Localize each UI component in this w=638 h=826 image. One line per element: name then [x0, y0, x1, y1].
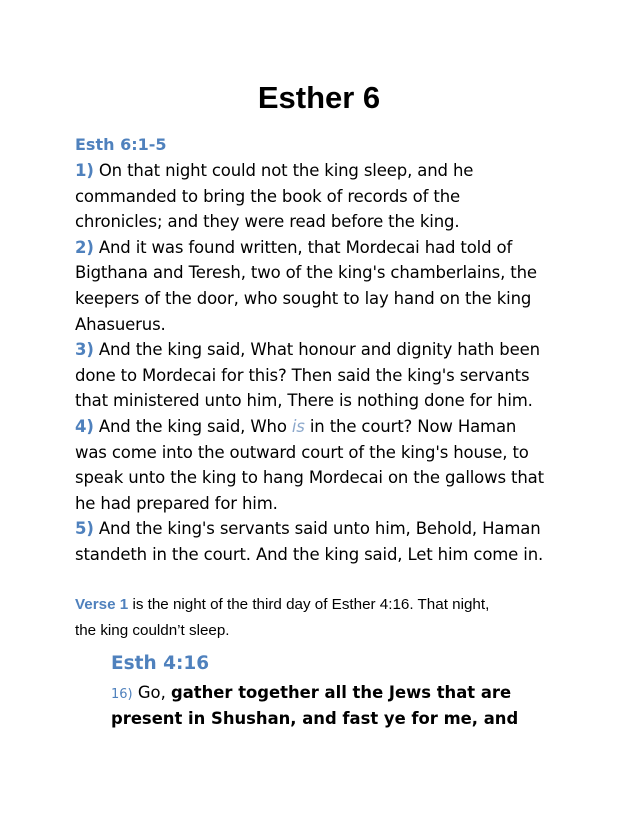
verse-number: 2) — [75, 237, 94, 257]
passage-reference: Esth 6:1-5 — [75, 135, 167, 154]
verse-3-line-3: that ministered unto him, There is nothing done for him. — [75, 391, 533, 411]
page-title: Esther 6 — [257, 80, 381, 115]
verse-1-line-2: commanded to bring the book of records of the — [75, 186, 461, 206]
verse-text: in the court? Now Haman — [304, 416, 517, 436]
verse-label: Verse 1 — [75, 596, 129, 613]
verse-text: And the king's servants said unto him, Behold, Haman — [98, 519, 541, 539]
commentary-line-1 — [75, 592, 575, 618]
verse-text: And it was found written, that Mordecai had told of — [98, 237, 513, 257]
cross-reference-title: Esth 4:16 — [111, 653, 210, 674]
verse-2-line-3: keepers of the door, who sought to lay hand on the king — [75, 288, 532, 308]
commentary-text: is the night of the third day of Esther 4:16. That night, — [128, 596, 490, 613]
verse-text: And the king said, Who — [98, 416, 292, 436]
verse-text: Go, — [132, 683, 171, 702]
verse-4-line-3: speak unto the king to hang Mordecai on the gallows that — [75, 468, 544, 488]
verse-text: And the king said, What honour and dignity hath been — [98, 340, 540, 360]
verse-number: 3) — [75, 340, 94, 360]
verse-5-line-2: standeth in the court. And the king said, Let him come in. — [75, 544, 544, 564]
verse-text: On that night could not the king sleep, and he — [98, 161, 474, 180]
cross-reference-line-2 — [111, 706, 591, 732]
verse-4-line-4: he had prepared for him. — [75, 493, 278, 513]
commentary-note — [75, 592, 575, 644]
italic-supplied-word: is — [291, 416, 305, 436]
verse-number: 16) — [111, 687, 133, 702]
cross-reference-block — [111, 650, 591, 732]
verse-1-line-3: chronicles; and they were read before the king. — [75, 212, 460, 232]
verse-2-line-4: Ahasuerus. — [75, 314, 166, 334]
verse-4-line-2: was come into the outward court of the king's house, to — [75, 442, 529, 462]
verse-1-line-1 — [75, 158, 565, 184]
verse-2-line-2: Bigthana and Teresh, two of the king's chamberlains, the — [75, 263, 537, 283]
verse-3-line-2: done to Mordecai for this? Then said the king's servants — [75, 365, 530, 385]
verse-number: 4) — [75, 416, 94, 436]
scripture-passage — [75, 132, 565, 568]
verse-3-line-1 — [75, 337, 565, 363]
verse-5-line-1 — [75, 516, 565, 542]
emphasized-text: present in Shushan, and fast ye for me, and — [111, 709, 519, 728]
verse-number: 5) — [75, 519, 94, 539]
verse-number: 1) — [75, 161, 94, 180]
verse-2-line-1 — [75, 235, 565, 261]
commentary-line-2: the king couldn’t sleep. — [75, 622, 230, 639]
emphasized-text: gather together all the Jews that are — [171, 683, 512, 702]
verse-4-line-1 — [75, 414, 565, 440]
cross-reference-line-1 — [111, 680, 591, 706]
